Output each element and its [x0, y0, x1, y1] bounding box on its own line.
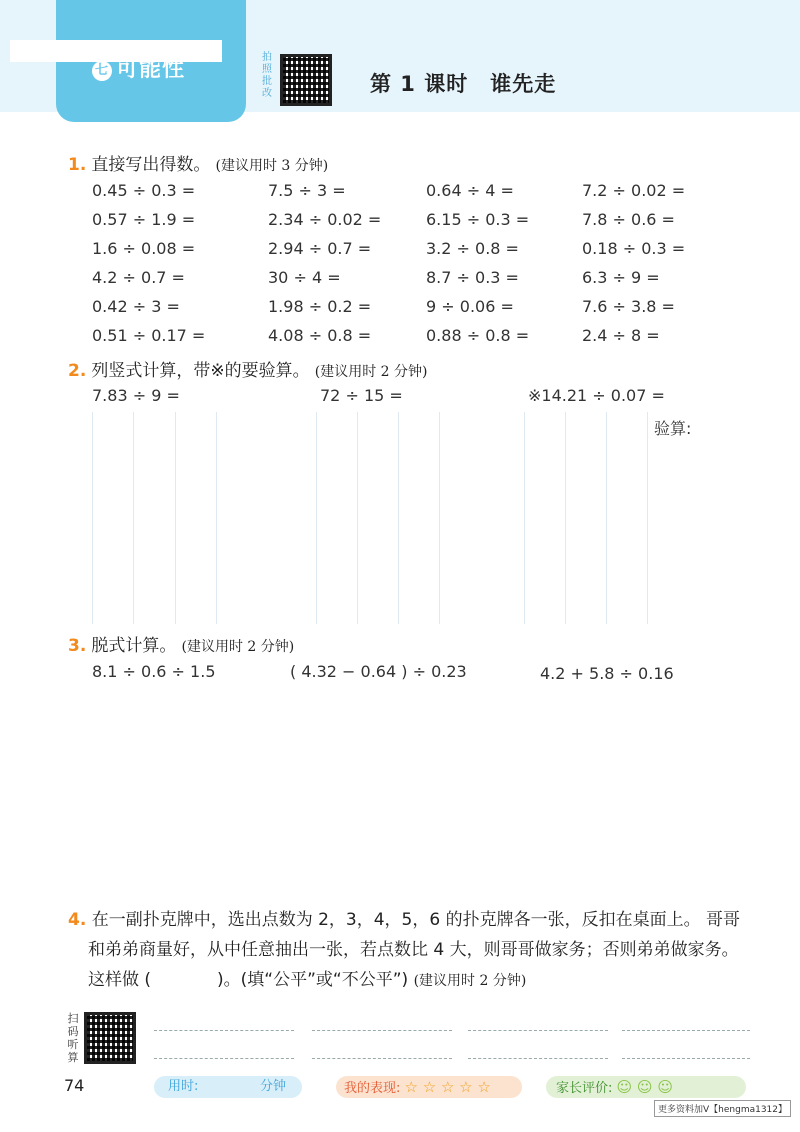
answer-line: [622, 1030, 750, 1032]
q2-item: 72 ÷ 15 =: [320, 386, 403, 405]
listen-qr-code-icon[interactable]: [84, 1012, 136, 1064]
q4-line-2: 和弟弟商量好，从中任意抽出一张，若点数比 4 大，则哥哥做家务；否则弟弟做家务。: [88, 940, 739, 960]
q2-number: 2.: [68, 361, 87, 381]
q3-heading: [68, 631, 294, 656]
answer-line: [312, 1030, 452, 1032]
q1-item: 2.94 ÷ 0.7 =: [268, 239, 372, 258]
q3-hint: (建议用时 2 分钟): [181, 639, 295, 655]
q2-item: 7.83 ÷ 9 =: [92, 386, 180, 405]
q1-item: 30 ÷ 4 =: [268, 268, 341, 287]
q1-item: 0.42 ÷ 3 =: [92, 297, 180, 316]
work-grid-line: [316, 412, 317, 624]
answer-line: [154, 1030, 294, 1032]
q1-item: 2.34 ÷ 0.02 =: [268, 210, 382, 229]
work-grid-line: [357, 412, 358, 624]
work-grid-line: [133, 412, 134, 624]
q1-item: 6.3 ÷ 9 =: [582, 268, 660, 287]
time-label: 用时:: [168, 1079, 199, 1094]
answer-line: [312, 1058, 452, 1060]
q3-item: 8.1 ÷ 0.6 ÷ 1.5: [92, 662, 216, 681]
q1-item: 7.5 ÷ 3 =: [268, 181, 346, 200]
q3-number: 3.: [68, 636, 87, 656]
work-grid-line: [565, 412, 566, 624]
work-grid-line: [524, 412, 525, 624]
q1-item: 0.45 ÷ 0.3 =: [92, 181, 196, 200]
q1-item: 4.08 ÷ 0.8 =: [268, 326, 372, 345]
time-unit: 分钟: [260, 1079, 287, 1094]
q2-check-label: 验算:: [654, 419, 692, 438]
lesson-title: 第 1 课时 谁先走: [370, 72, 557, 96]
performance-label: 我的表现:: [344, 1081, 401, 1096]
performance-pill: [336, 1076, 522, 1098]
work-grid-line: [439, 412, 440, 624]
corner-note: 更多资料加V【hengma1312】: [654, 1100, 791, 1117]
q4-hint: (建议用时 2 分钟): [413, 973, 527, 989]
unit-number-icon: 七: [92, 61, 112, 81]
q1-item: 7.6 ÷ 3.8 =: [582, 297, 675, 316]
q1-item: 9 ÷ 0.06 =: [426, 297, 514, 316]
smiley-rating-icons[interactable]: ☺ ☺ ☺: [616, 1078, 673, 1096]
q2-text: 列竖式计算，带※的要验算。: [91, 361, 310, 381]
q1-item: 7.8 ÷ 0.6 =: [582, 210, 675, 229]
qr-code-icon[interactable]: [280, 54, 332, 106]
time-pill: [154, 1076, 302, 1098]
q1-number: 1.: [68, 155, 87, 175]
q1-text: 直接写出得数。: [91, 155, 211, 175]
q4-block: [68, 905, 768, 996]
q1-hint: (建议用时 3 分钟): [215, 158, 329, 174]
star-rating-icons[interactable]: ☆ ☆ ☆ ☆ ☆: [404, 1078, 491, 1096]
work-grid-line: [216, 412, 217, 624]
q1-item: 1.6 ÷ 0.08 =: [92, 239, 196, 258]
q1-item: 0.51 ÷ 0.17 =: [92, 326, 206, 345]
parent-review-pill: [546, 1076, 746, 1098]
work-grid-line: [92, 412, 93, 624]
work-grid-line: [175, 412, 176, 624]
q3-item: ( 4.32 − 0.64 ) ÷ 0.23: [290, 662, 467, 681]
scan-listen-label: 扫 码 听 算: [67, 1012, 79, 1064]
work-grid-line: [647, 412, 648, 624]
q2-hint: (建议用时 2 分钟): [314, 364, 428, 380]
q1-item: 0.18 ÷ 0.3 =: [582, 239, 686, 258]
q1-item: 8.7 ÷ 0.3 =: [426, 268, 519, 287]
scan-grade-label: 拍 照 批 改: [262, 52, 272, 99]
answer-line: [468, 1058, 608, 1060]
answer-line: [468, 1030, 608, 1032]
answer-line: [622, 1058, 750, 1060]
q1-item: 4.2 ÷ 0.7 =: [92, 268, 185, 287]
answer-line: [154, 1058, 294, 1060]
q1-item: 3.2 ÷ 0.8 =: [426, 239, 519, 258]
q1-item: 0.64 ÷ 4 =: [426, 181, 514, 200]
q4-line-1: 4. 在一副扑克牌中，选出点数为 2，3，4，5，6 的扑克牌各一张，反扣在桌面上。 哥哥: [68, 910, 740, 930]
q1-item: 2.4 ÷ 8 =: [582, 326, 660, 345]
q1-item: 0.57 ÷ 1.9 =: [92, 210, 196, 229]
unit-label: 七 可能性: [92, 52, 185, 83]
q1-item: 6.15 ÷ 0.3 =: [426, 210, 530, 229]
q1-heading: [68, 150, 328, 175]
parent-label: 家长评价:: [556, 1081, 613, 1096]
work-grid-line: [398, 412, 399, 624]
q2-heading: [68, 356, 427, 381]
page-number: 74: [64, 1076, 85, 1095]
q2-item: ※14.21 ÷ 0.07 =: [528, 386, 665, 405]
q3-text: 脱式计算。: [91, 636, 177, 656]
q3-item: 4.2 + 5.8 ÷ 0.16: [540, 664, 674, 683]
work-grid-line: [606, 412, 607, 624]
q1-item: 1.98 ÷ 0.2 =: [268, 297, 372, 316]
q1-item: 7.2 ÷ 0.02 =: [582, 181, 686, 200]
q1-item: 0.88 ÷ 0.8 =: [426, 326, 530, 345]
q4-line-3: 这样做 ( )。(填“公平”或“不公平”) (建议用时 2 分钟): [88, 970, 527, 990]
